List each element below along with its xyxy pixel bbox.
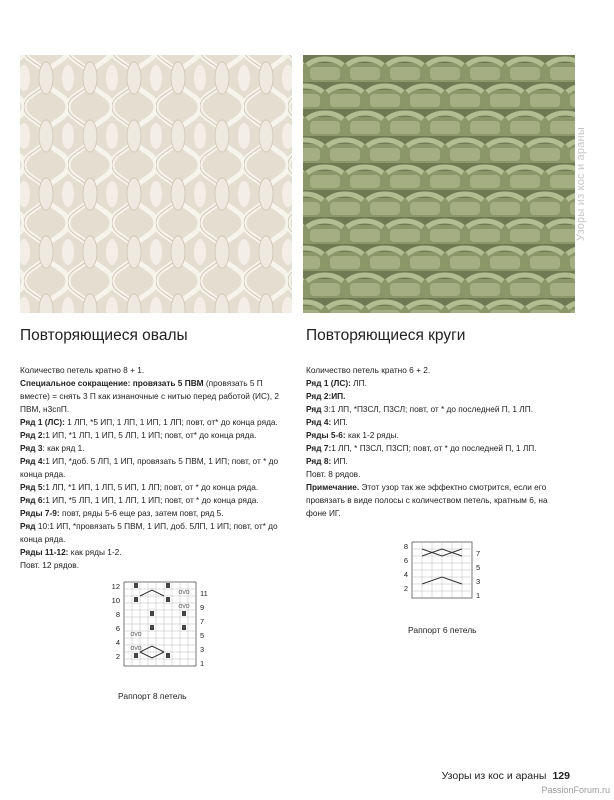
instruction-line (306, 481, 568, 520)
instruction-text: Ряд 5: (20, 482, 46, 492)
instruction-text: Ряд (306, 404, 322, 414)
instruction-text: Количество петель кратно 6 + 2. (306, 365, 431, 375)
left-instructions (20, 364, 288, 572)
instruction-text: Ряд 2:ИП. (306, 391, 346, 401)
left-pattern-chart (100, 578, 220, 675)
chart-mark: OVO (130, 646, 142, 652)
right-pattern-chart (398, 540, 490, 609)
right-pattern-title: Повторяющиеся круги (306, 327, 466, 344)
instruction-text: 1 ИП, *доб. 5 ЛП, 1 ИП, провязать 5 ПВМ, 1 ИП; повт, от * до конца ряда. (20, 456, 279, 479)
instruction-line (306, 429, 568, 442)
chart-row-label: 10 (111, 596, 120, 605)
instruction-text: Количество петель кратно 8 + 1. (20, 365, 145, 375)
chart-row-label: 4 (115, 638, 120, 647)
photo-repeating-ovals (20, 55, 292, 313)
right-chart-caption: Раппорт 6 петель (408, 625, 477, 635)
instruction-line (20, 416, 288, 429)
chart-row-label: 1 (200, 659, 205, 668)
instruction-text: повт, ряды 5-6 еще раз, затем повт, ряд 5. (59, 508, 224, 518)
instruction-line (306, 377, 568, 390)
chart-row-label: 6 (115, 624, 120, 633)
instruction-line (20, 481, 288, 494)
instruction-text: Ряды 11-12: (20, 547, 69, 557)
chart-row-label: 3 (476, 577, 481, 586)
instruction-line (20, 442, 288, 455)
instruction-text: Ряд 1 (ЛС): (306, 378, 351, 388)
instruction-line (20, 559, 288, 572)
chart-row-label: 5 (476, 563, 481, 572)
chart-row-label: 8 (403, 542, 408, 551)
instruction-line (20, 377, 288, 416)
chart-row-label: 12 (111, 582, 120, 591)
instruction-text: ЛП. (350, 378, 367, 388)
chart-row-label: 9 (200, 603, 205, 612)
instruction-text: Ряд (20, 521, 36, 531)
instruction-text: 1 ИП, *5 ЛП, 1 ИП, 1 ЛП, 1 ИП; повт, от * до конца ряда. (45, 495, 259, 505)
instruction-text: Ряд 3 (20, 443, 43, 453)
page-number: 129 (552, 770, 570, 782)
instruction-line (306, 390, 568, 403)
instruction-text: Ряд 1 (ЛС): (20, 417, 65, 427)
instruction-text: Ряд 4: (306, 417, 332, 427)
instruction-line (306, 403, 568, 416)
chart-row-label: 7 (476, 549, 481, 558)
instruction-text: как 1-2 ряды. (345, 430, 399, 440)
instruction-line (306, 468, 568, 481)
instruction-line (306, 442, 568, 455)
instruction-line (20, 520, 288, 546)
chart-row-label: 2 (115, 652, 120, 661)
instruction-text: Ряд 4: (20, 456, 46, 466)
instruction-text: ИП. (331, 456, 348, 466)
instruction-text: 10:1 ИП, *провязать 5 ПВМ, 1 ИП, доб. 5ЛП, 1 ИП; повт, от* до конца ряда. (20, 521, 278, 544)
watermark: PassionForum.ru (541, 785, 610, 795)
page-footer (442, 770, 570, 782)
chart-row-label: 5 (200, 631, 205, 640)
instruction-text: 1 ЛП, * П3СЛ, П3СП; повт, от * до последней П, 1 ЛП. (331, 443, 537, 453)
instruction-line (306, 416, 568, 429)
instruction-text: Ряд 6: (20, 495, 46, 505)
chart-row-label: 2 (403, 584, 408, 593)
instruction-text: Примечание. (306, 482, 360, 492)
left-pattern-title: Повторяющиеся овалы (20, 327, 188, 344)
instruction-text: : как ряд 1. (42, 443, 85, 453)
instruction-line (306, 455, 568, 468)
chart-mark: OVO (130, 632, 142, 638)
instruction-text: Повт. 8 рядов. (306, 469, 361, 479)
instruction-text: 1 ЛП, *5 ИП, 1 ЛП, 1 ИП, 1 ЛП; повт, от* до конца ряда. (64, 417, 278, 427)
instruction-text: Ряд 8: (306, 456, 332, 466)
instruction-text: 1 ИП, *1 ЛП, 1 ИП, 5 ЛП, 1 ИП; повт, от* до конца ряда. (45, 430, 257, 440)
chart-mark: OVO (178, 604, 190, 610)
chart-row-label: 1 (476, 591, 481, 600)
instruction-line (20, 455, 288, 481)
instruction-text: как ряды 1-2. (68, 547, 122, 557)
instruction-line (20, 507, 288, 520)
instruction-text: 1 ЛП, *1 ИП, 1 ЛП, 5 ИП, 1 ЛП; повт, от * до конца ряда. (45, 482, 259, 492)
instruction-text: Ряды 5-6: (306, 430, 346, 440)
chart-row-label: 8 (115, 610, 120, 619)
instruction-text: Ряд 2: (20, 430, 46, 440)
instruction-line (20, 546, 288, 559)
instruction-text: Ряд 7: (306, 443, 332, 453)
instruction-text: Ряды 7-9: (20, 508, 60, 518)
instruction-text: Специальное сокращение: провязать 5 ПВМ (20, 378, 204, 388)
chart-row-label: 6 (403, 556, 408, 565)
instruction-text: 3:1 ЛП, *П3СЛ, П3СЛ; повт, от * до последней П, 1 ЛП. (321, 404, 534, 414)
instruction-line (20, 364, 288, 377)
instruction-line (20, 429, 288, 442)
chart-row-label: 3 (200, 645, 205, 654)
left-chart-caption: Раппорт 8 петель (118, 691, 187, 701)
chart-row-label: 4 (403, 570, 408, 579)
side-section-tab-label: Узоры из кос и араны (575, 127, 588, 241)
instruction-line (20, 494, 288, 507)
right-instructions (306, 364, 568, 520)
chart-row-label: 11 (200, 589, 208, 598)
instruction-text: Повт. 12 рядов. (20, 560, 80, 570)
chart-mark: OVO (178, 590, 190, 596)
photo-repeating-circles (303, 55, 575, 313)
instruction-line (306, 364, 568, 377)
instruction-text: Этот узор так же эффектно смотрится, если его провязать в виде полосы с количеством петель, кратным 6, на фоне ИГ. (306, 482, 548, 518)
side-section-tab (573, 55, 589, 313)
chart-row-label: 7 (200, 617, 205, 626)
instruction-text: ИП. (331, 417, 348, 427)
footer-title: Узоры из кос и араны (441, 770, 547, 782)
instruction-text: (провязать 5 П вместе) = снять 3 П как изнаночные с нитью перед работой (ИС), 2 ПВМ, н3спП. (20, 378, 279, 414)
